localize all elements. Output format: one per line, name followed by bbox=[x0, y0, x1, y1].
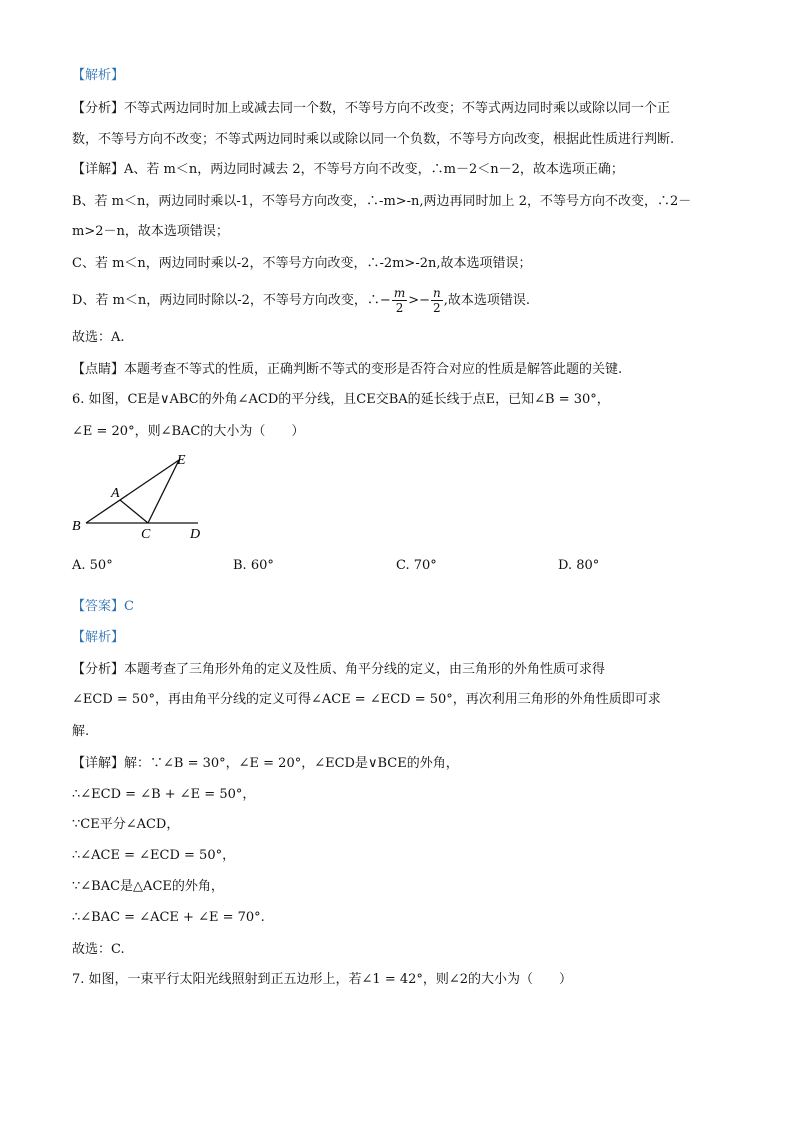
fraction-n-over-2 bbox=[431, 286, 443, 315]
q5-comment: 【点睛】本题考查不等式的性质，正确判断不等式的变形是否符合对应的性质是解答此题的关键. bbox=[72, 362, 623, 377]
q5-analysis-line-2: 数，不等号方向不改变；不等式两边同时乘以或除以同一个负数，不等号方向改变，根据此性质进行判断. bbox=[72, 132, 675, 147]
q5-detail-a: 【详解】A、若 m＜n，两边同时减去 2，不等号方向不改变，∴m－2＜n－2，故本选项正确； bbox=[72, 162, 624, 177]
q5-analysis-line-1: 【分析】不等式两边同时加上或减去同一个数，不等号方向不改变；不等式两边同时乘以或除以同一个正 bbox=[72, 101, 671, 116]
q6-detail-line-1: 【详解】解：∵∠B = 30°，∠E = 20°，∠ECD是∨BCE的外角， bbox=[72, 756, 459, 771]
option-c: C. 70° bbox=[396, 558, 437, 573]
triangle-figure bbox=[66, 448, 226, 546]
label-c: C bbox=[141, 527, 151, 542]
q6-detail-line-4: ∴∠ACE = ∠ECD = 50°， bbox=[72, 848, 236, 863]
label-e: E bbox=[177, 453, 186, 468]
q5-detail-b-line-1: B、若 m＜n，两边同时乘以-1，不等号方向改变，∴-m>-n,两边再同时加上 2，不等号方向不改变，∴2－ bbox=[72, 194, 692, 209]
label-d: D bbox=[190, 527, 201, 542]
segment-ce bbox=[148, 460, 179, 523]
q6-detail-line-6: ∴∠BAC = ∠ACE + ∠E = 70°. bbox=[72, 910, 265, 925]
analysis-heading: 【解析】 bbox=[72, 68, 125, 83]
fraction-denominator: 2 bbox=[395, 301, 404, 315]
q5-choice: 故选：A. bbox=[72, 330, 125, 345]
q5-detail-d bbox=[72, 284, 530, 318]
q7-stem: 7. 如图，一束平行太阳光线照射到正五边形上，若∠1 = 42°，则∠2的大小为（ ） bbox=[72, 972, 573, 987]
label-a: A bbox=[111, 486, 120, 501]
q6-analysis-line-1: 【分析】本题考查了三角形外角的定义及性质、角平分线的定义，由三角形的外角性质可求得 bbox=[72, 662, 606, 677]
q5-detail-c: C、若 m＜n，两边同时乘以-2，不等号方向改变，∴-2m>-2n,故本选项错误； bbox=[72, 256, 532, 271]
q5-detail-d-prefix: D、若 m＜n，两边同时除以-2，不等号方向改变，∴− bbox=[72, 293, 391, 308]
q6-analysis-line-2: ∠ECD = 50°，再由角平分线的定义可得∠ACE = ∠ECD = 50°，再次利用三角形的外角性质即可求 bbox=[72, 692, 661, 707]
q6-answer: 【答案】C bbox=[72, 599, 134, 614]
q6-detail-line-3: ∵CE平分∠ACD， bbox=[72, 817, 180, 832]
q6-detail-line-5: ∵∠BAC是△ACE的外角， bbox=[72, 879, 224, 894]
fraction-numerator: n bbox=[433, 286, 441, 300]
fraction-m-over-2 bbox=[392, 286, 407, 315]
option-b: B. 60° bbox=[233, 558, 274, 573]
q6-analysis-line-3: 解. bbox=[72, 724, 90, 739]
q5-detail-d-suffix: ,故本选项错误. bbox=[443, 293, 530, 308]
q5-detail-b-line-2: m>2－n，故本选项错误； bbox=[72, 224, 229, 239]
q6-analysis-heading: 【解析】 bbox=[72, 630, 125, 645]
line-be bbox=[86, 460, 179, 523]
q6-detail-line-2: ∴∠ECD = ∠B + ∠E = 50°， bbox=[72, 787, 256, 802]
q6-stem-line-1: 6. 如图，CE是∨ABC的外角∠ACD的平分线，且CE交BA的延长线于点E，已知∠B = 30°， bbox=[72, 392, 610, 407]
q6-choice: 故选：C. bbox=[72, 942, 125, 957]
fraction-numerator: m bbox=[393, 286, 406, 300]
label-b: B bbox=[72, 519, 81, 534]
option-d: D. 80° bbox=[558, 558, 600, 573]
segment-ac bbox=[120, 500, 148, 523]
q5-detail-d-middle: >− bbox=[408, 293, 430, 308]
fraction-denominator: 2 bbox=[433, 301, 441, 315]
q6-stem-line-2: ∠E = 20°，则∠BAC的大小为（ ） bbox=[72, 424, 305, 439]
option-a: A. 50° bbox=[72, 558, 113, 573]
